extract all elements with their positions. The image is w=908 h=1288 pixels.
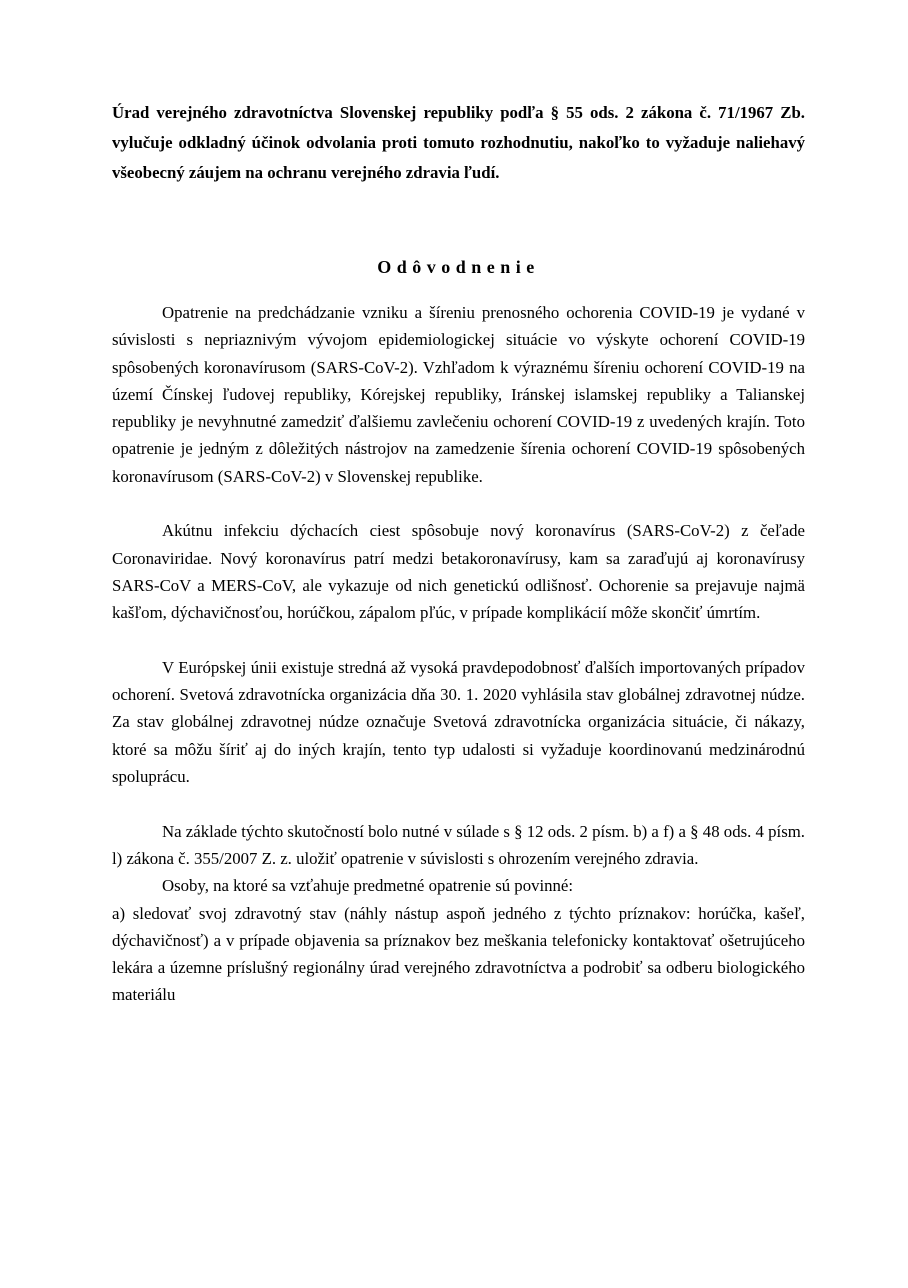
- obligations-intro: Osoby, na ktoré sa vzťahuje predmetné opatrenie sú povinné:: [162, 876, 574, 896]
- suspensive-effect-statement: Úrad verejného zdravotníctva Slovenskej republiky podľa § 55 ods. 2 zákona č. 71/1967 Zb. vylučuje odkladný účinok odvolania proti tomuto rozhodnutiu, nakoľko to vyžaduje naliehavý všeobecný záujem na ochranu verejného zdravia ľudí.: [112, 103, 805, 182]
- paragraph-measure-purpose: Opatrenie na predchádzanie vzniku a šíreniu prenosného ochorenia COVID-19 je vydané v súvislosti s nepriaznivým vývojom epidemiologickej situácie vo výskyte ochorení COVID-19 spôsobených koronavírusom (SARS-CoV-2). Vzhľadom k výraznému šíreniu ochorení COVID-19 na území Čínskej ľudovej republiky, Kórejskej republiky, Iránskej islamskej republiky a Talianskej republiky je nevyhnutné zamedziť ďalšiemu zavlečeniu ochorení COVID-19 z uvedených krajín. Toto opatrenie je jedným z dôležitých nástrojov na zamedzenie šírenia ochorení COVID-19 spôsobených koronavírusom (SARS-CoV-2) v Slovenskej republike.: [112, 303, 805, 486]
- section-heading: Odôvodnenie: [377, 257, 540, 277]
- obligation-item-a: a) sledovať svoj zdravotný stav (náhly nástup aspoň jedného z týchto príznakov: horúčka, kašeľ, dýchavičnosť) a v prípade objavenia sa príznakov bez meškania telefonicky kontaktovať ošetrujúceho lekára a územne príslušný regionálny úrad verejného zdravotníctva a podrobiť sa odberu biologického materiálu: [112, 903, 805, 1005]
- document-page: [112, 98, 805, 1009]
- paragraph-legal-basis: Na základe týchto skutočností bolo nutné v súlade s § 12 ods. 2 písm. b) a f) a § 48 ods. 4 písm. l) zákona č. 355/2007 Z. z. uložiť opatrenie v súvislosti s ohrozením verejného zdravia.: [112, 821, 805, 868]
- paragraph-virus-description: Akútnu infekciu dýchacích ciest spôsobuje nový koronavírus (SARS-CoV-2) z čeľade Coronaviridae. Nový koronavírus patrí medzi betakoronavírusy, kam sa zaraďujú aj koronavírusy SARS-CoV a MERS-CoV, ale vykazuje od nich genetickú odlišnosť. Ochorenie sa prejavuje najmä kašľom, dýchavičnosťou, horúčkou, zápalom pľúc, v prípade komplikácií môže skončiť úmrtím.: [112, 521, 805, 623]
- paragraph-eu-situation: V Európskej únii existuje stredná až vysoká pravdepodobnosť ďalších importovaných prípadov ochorení. Svetová zdravotnícka organizácia dňa 30. 1. 2020 vyhlásila stav globálnej zdravotnej núdze. Za stav globálnej zdravotnej núdze označuje Svetová zdravotnícka organizácia situácie, či nákazy, ktoré sa môžu šíriť aj do iných krajín, tento typ udalosti si vyžaduje koordinovanú medzinárodnú spoluprácu.: [112, 657, 805, 787]
